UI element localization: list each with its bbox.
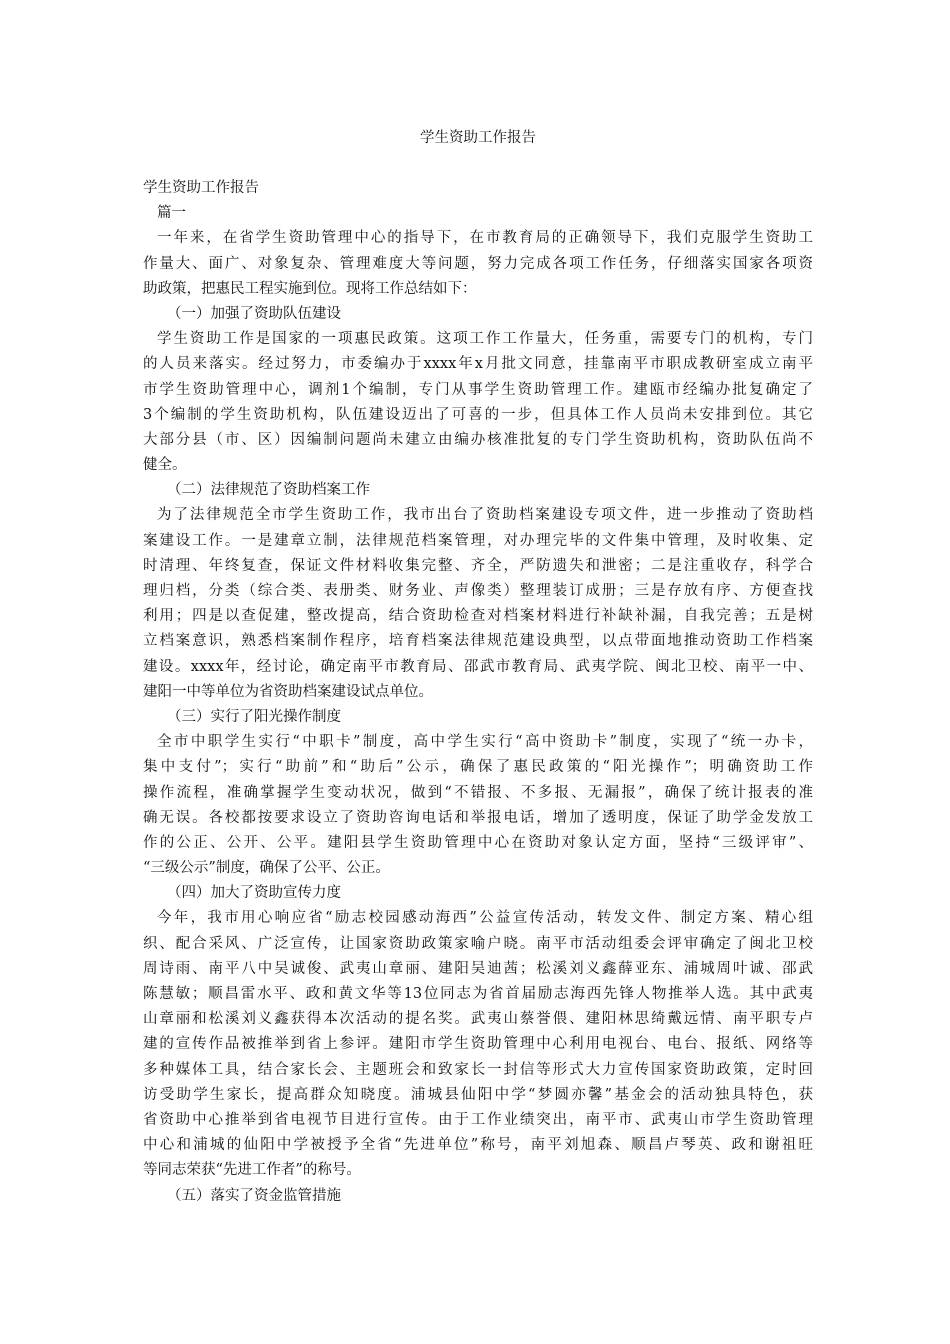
text-line: 周诗雨、南平八中吴诚俊、武夷山章丽、建阳吴迪茜；松溪刘义鑫薛亚东、浦城周叶诚、邵武 [143, 960, 813, 977]
text-line: 建阳一中等单位为省资助档案建设试点单位。 [143, 683, 433, 700]
text-line: 大部分县（市、区）因编制问题尚未建立由编办核准批复的专门学生资助机构，资助队伍尚不 [143, 431, 813, 448]
text-line: 集中支付”；实行“助前”和“助后”公示，确保了惠民政策的“阳光操作”；明确资助工作 [143, 759, 813, 776]
text-line: 的人员来落实。经过努力，市委编办于xxxx年x月批文同意，挂靠南平市职成教研室成立南平 [143, 356, 813, 373]
text-line: 健全。 [143, 457, 187, 474]
text-line: 时清理、年终复查，保证文件材料收集完整、齐全，严防遗失和泄密；二是注重收存，科学合 [143, 557, 813, 574]
text-line: 全市中职学生实行“中职卡”制度，高中学生实行“高中资助卡”制度，实现了“统一办卡， [157, 734, 813, 751]
text-line: 一年来，在省学生资助管理中心的指导下，在市教育局的正确领导下，我们克服学生资助工 [157, 230, 813, 247]
document-title: 学生资助工作报告 [420, 130, 536, 146]
document-body [143, 176, 813, 1209]
text-line: 立档案意识，熟悉档案制作程序，培育档案法律规范建设典型，以点带面地推动资助工作档案 [143, 633, 813, 650]
text-line: 多种媒体工具，结合家长会、主题班会和致家长一封信等形式大力宣传国家资助政策，定时回 [143, 1061, 813, 1078]
text-line: 案建设工作。一是建章立制，法律规范档案管理，对办理完毕的文件集中管理，及时收集、定 [143, 532, 813, 549]
body-subtitle: 学生资助工作报告 [143, 180, 259, 196]
text-line: 市学生资助管理中心，调剂1个编制，专门从事学生资助管理工作。建瓯市经编办批复确定了 [143, 381, 813, 398]
text-line: 3个编制的学生资助机构，队伍建设迈出了可喜的一步，但具体工作人员尚未安排到位。其它 [143, 406, 813, 423]
text-line: （五）落实了资金监管措施 [167, 1187, 341, 1204]
text-line: 理归档，分类（综合类、表册类、财务业、声像类）整理装订成册；三是存放有序、方便查找 [143, 583, 813, 599]
paragraph-lines [143, 226, 813, 1208]
text-line: “三级公示”制度，确保了公平、公正。 [143, 860, 390, 877]
text-line: 建设。xxxx年，经讨论，确定南平市教育局、邵武市教育局、武夷学院、闽北卫校、南平一中、 [143, 658, 813, 675]
text-line: 陈慧敏；顺昌雷水平、政和黄文华等13位同志为省首届励志海西先锋人物推举人选。其中武夷 [143, 986, 813, 1002]
text-line: 助政策，把惠民工程实施到位。现将工作总结如下： [143, 280, 477, 297]
text-line: 织、配合采风、广泛宣传，让国家资助政策家喻户晓。南平市活动组委会评审确定了闽北卫校 [143, 935, 813, 952]
text-line: 山章丽和松溪刘义鑫获得本次活动的提名奖。武夷山蔡誉偎、建阳林思绮戴远情、南平职专卢 [143, 1011, 813, 1028]
text-line: 学生资助工作是国家的一项惠民政策。这项工作工作量大，任务重，需要专门的机构，专门 [157, 331, 813, 348]
part-label: 篇一 [157, 205, 186, 222]
text-line: （一）加强了资助队伍建设 [167, 305, 341, 322]
text-line: 中心和浦城的仙阳中学被授予全省“先进单位”称号，南平刘旭森、顺昌卢琴英、政和谢祖旺 [143, 1137, 813, 1154]
text-line: 确无误。各校都按要求设立了资助咨询电话和举报电话，增加了透明度，保证了助学金发放工 [143, 809, 813, 826]
text-line: （二）法律规范了资助档案工作 [167, 482, 370, 499]
text-line: （三）实行了阳光操作制度 [167, 708, 341, 725]
text-line: 等同志荣获“先进工作者”的称号。 [143, 1162, 361, 1179]
text-line: 访受助学生家长，提高群众知晓度。浦城县仙阳中学“梦圆亦馨”基金会的活动独具特色，获 [143, 1086, 813, 1103]
text-line: 作量大、面广、对象复杂、管理难度大等问题，努力完成各项工作任务，仔细落实国家各项资 [143, 255, 813, 272]
text-line: 操作流程，准确掌握学生变动状况，做到“不错报、不多报、无漏报”，确保了统计报表的准 [143, 784, 813, 801]
text-line: （四）加大了资助宣传力度 [167, 885, 341, 902]
text-line: 作的公正、公开、公平。建阳县学生资助管理中心在资助对象认定方面，坚持“三级评审”、 [143, 834, 813, 851]
text-line: 建的宣传作品被推举到省上参评。建阳市学生资助管理中心利用电视台、电台、报纸、网络等 [143, 1036, 813, 1053]
text-line: 省资助中心推举到省电视节目进行宣传。由于工作业绩突出，南平市、武夷山市学生资助管理 [143, 1111, 813, 1128]
text-line: 利用；四是以查促建，整改提高，结合资助检查对档案材料进行补缺补漏，自我完善；五是树 [143, 608, 813, 625]
text-line: 今年，我市用心响应省“励志校园感动海西”公益宣传活动，转发文件、制定方案、精心组 [157, 910, 813, 927]
text-line: 为了法律规范全市学生资助工作，我市出台了资助档案建设专项文件，进一步推动了资助档 [157, 507, 813, 524]
